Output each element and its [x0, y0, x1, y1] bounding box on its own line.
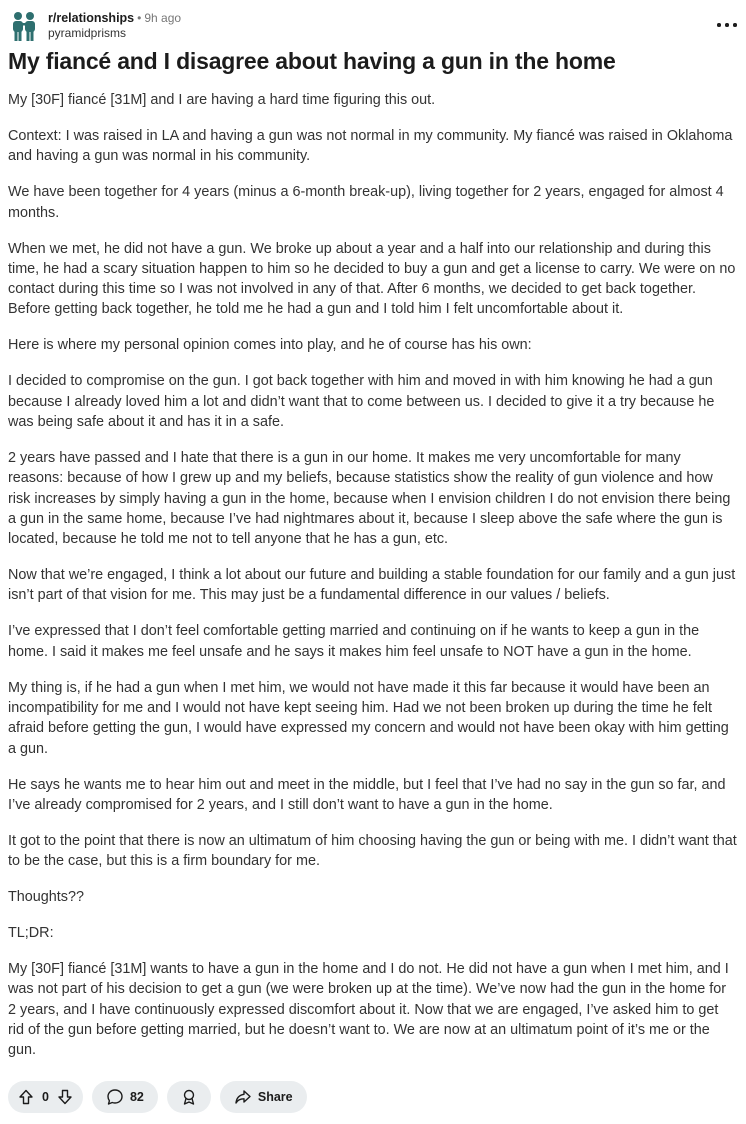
post-paragraph: My thing is, if he had a gun when I met him, we would not have made it this far because it would have been an incompatibility for me and I would not have kept seeing him. Had we not been broken up during the time he felt afraid before getting the gun, I would have expressed my concern and would not have been okay with him getting a gun. — [8, 679, 729, 757]
post-paragraph: We have been together for 4 years (minus a 6-month break-up), living together for 2 years, engaged for almost 4 months. — [8, 184, 724, 221]
post-paragraph: 2 years have passed and I hate that there is a gun in our home. It makes me very uncomfortable for many reasons: because of how I grew up and my beliefs, because statistics show the reality of gun violence and how risk increases by simply having a gun in the home, because when I envision children I do not envision there being a gun in the same home, because I’ve had nightmares about it, because I sleep above the safe where the gun is located, because he told me not to tell anyone that he has a gun, etc. — [8, 449, 731, 548]
share-arrow-icon — [234, 1088, 252, 1106]
meta-separator: • — [137, 11, 142, 25]
post-time: 9h ago — [144, 11, 182, 25]
post-meta — [48, 10, 181, 41]
post-paragraph: TL;DR: — [8, 925, 54, 942]
post-action-bar — [8, 1081, 307, 1113]
comments-button[interactable] — [92, 1081, 158, 1113]
relationships-community-avatar[interactable] — [8, 10, 40, 42]
post-paragraph: My [30F] fiancé [31M] and I are having a hard time figuring this out. — [8, 92, 436, 108]
post-paragraph: When we met, he did not have a gun. We broke up about a year and a half into our relationship and during this time, he had a scary situation happen to him so he decided to buy a gun and get a license to carry. We were on no contact during this time so I was not involved in any of that. After 6 months, we decided to get back together. Before getting back together, he told me he had a gun and I told him I felt uncomfortable about it. — [8, 240, 736, 318]
downvote-arrow-icon[interactable] — [57, 1089, 73, 1105]
post-paragraph: It got to the point that there is now an ultimatum of him choosing having the gun or being with me. I didn’t want that to be the case, but this is a firm boundary for me. — [8, 832, 737, 870]
comment-bubble-icon — [106, 1088, 124, 1106]
award-button[interactable] — [167, 1081, 211, 1113]
more-options-icon[interactable] — [716, 18, 738, 30]
post-paragraph: He says he wants me to hear him out and meet in the middle, but I feel that I’ve had no say in the gun so far, and I’ve already compromised for 2 years, and I still don’t want to have a gun in the home. — [8, 776, 726, 813]
award-icon — [180, 1088, 198, 1106]
post-paragraph: Context: I was raised in LA and having a gun was not normal in my community. My fiancé was raised in Oklahoma and having a gun was normal in his community. — [8, 127, 733, 165]
post-paragraph: Thoughts?? — [8, 889, 85, 906]
vote-count: 0 — [42, 1090, 49, 1104]
post-paragraph: Here is where my personal opinion comes into play, and he of course has his own: — [8, 337, 532, 354]
vote-control — [8, 1081, 83, 1113]
post-paragraph: I’ve expressed that I don’t feel comfortable getting married and continuing on if he wants to keep a gun in the home. I said it makes me feel unsafe and he says it makes him feel unsafe to NOT have a gun in the home. — [8, 623, 700, 660]
tldr-paragraph: My [30F] fiancé [31M] wants to have a gun in the home and I do not. He did not have a gun when I met him, and I was not part of his decision to get a gun (we were broken up at the time). We’ve now had the gun in the home for 2 years, and I have continuously expressed discomfort about it. Now that we are engaged, I’ve asked him to get rid of the gun before getting married, but he doesn’t want to. We are now at an ultimatum point of it’s me or the gun. — [8, 961, 729, 1059]
comment-count: 82 — [129, 1090, 144, 1104]
post-paragraph: Now that we’re engaged, I think a lot about our future and building a stable foundation for our family and a gun just isn’t part of that vision for me. This may just be a fundamental difference in our values / beliefs. — [8, 567, 736, 604]
post-body — [8, 90, 738, 1076]
share-button[interactable] — [220, 1081, 307, 1113]
post-header — [8, 8, 738, 42]
share-label: Share — [257, 1090, 293, 1104]
subreddit-name[interactable]: r/relationships — [48, 11, 135, 25]
author-username[interactable]: pyramidprisms — [48, 26, 127, 40]
post-title: My fiancé and I disagree about having a gun in the home — [8, 48, 616, 74]
upvote-arrow-icon[interactable] — [18, 1089, 34, 1105]
post-paragraph: I decided to compromise on the gun. I got back together with him and moved in with him knowing he had a gun because I already loved him a lot and didn’t want that to come between us. I decided to give it a try because he was being safe about it and has it in a safe. — [8, 373, 715, 430]
